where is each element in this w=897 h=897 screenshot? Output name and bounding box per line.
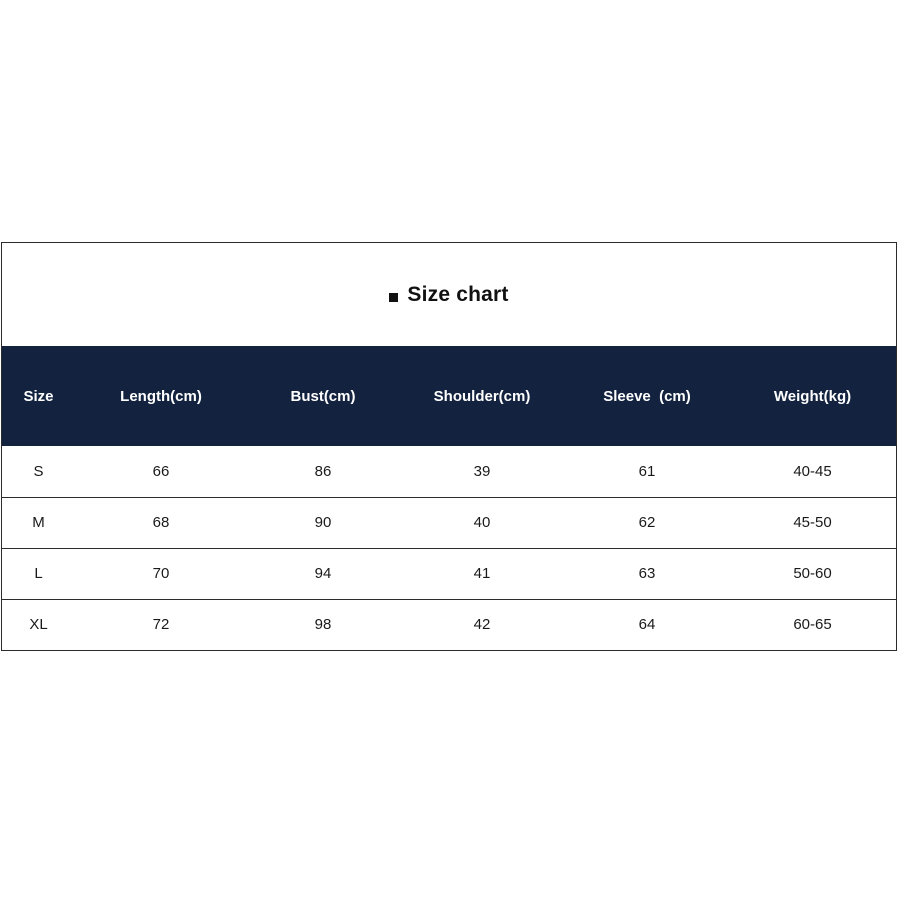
size-chart [1,242,897,651]
cell-size: M [32,514,45,531]
column-header-length: Length(cm) [120,387,202,405]
column-header-sleeve: Sleeve (cm) [603,387,691,405]
square-bullet-icon [389,293,398,302]
cell-sleeve: 62 [638,514,656,531]
size-chart-title-row [2,243,896,346]
cell-shoulder: 39 [473,462,491,480]
cell-size: L [34,565,43,582]
cell-sleeve: 64 [638,616,656,633]
cell-weight: 60-65 [793,616,832,633]
cell-length: 66 [152,462,170,480]
cell-length: 70 [152,565,170,582]
column-header-weight: Weight(kg) [773,387,852,405]
table-row [2,548,896,599]
cell-size: XL [29,616,48,633]
column-header-size: Size [23,387,54,405]
cell-size: S [33,462,44,480]
size-chart-title: Size chart [407,282,509,306]
cell-length: 72 [152,616,170,633]
cell-weight: 45-50 [793,514,832,531]
cell-shoulder: 40 [473,514,491,531]
table-row [2,446,896,497]
table-header-row [2,346,896,446]
column-header-shoulder: Shoulder(cm) [433,387,531,405]
cell-bust: 90 [314,514,332,531]
cell-sleeve: 63 [638,565,656,582]
cell-bust: 94 [314,565,332,582]
table-row [2,599,896,650]
size-table [2,346,896,651]
column-header-bust: Bust(cm) [290,387,356,405]
cell-shoulder: 41 [473,565,491,582]
cell-weight: 40-45 [793,462,832,480]
cell-bust: 98 [314,616,332,633]
cell-shoulder: 42 [473,616,491,633]
cell-weight: 50-60 [793,565,832,582]
table-row [2,497,896,548]
cell-bust: 86 [314,462,332,480]
cell-length: 68 [152,514,170,531]
cell-sleeve: 61 [638,462,656,480]
